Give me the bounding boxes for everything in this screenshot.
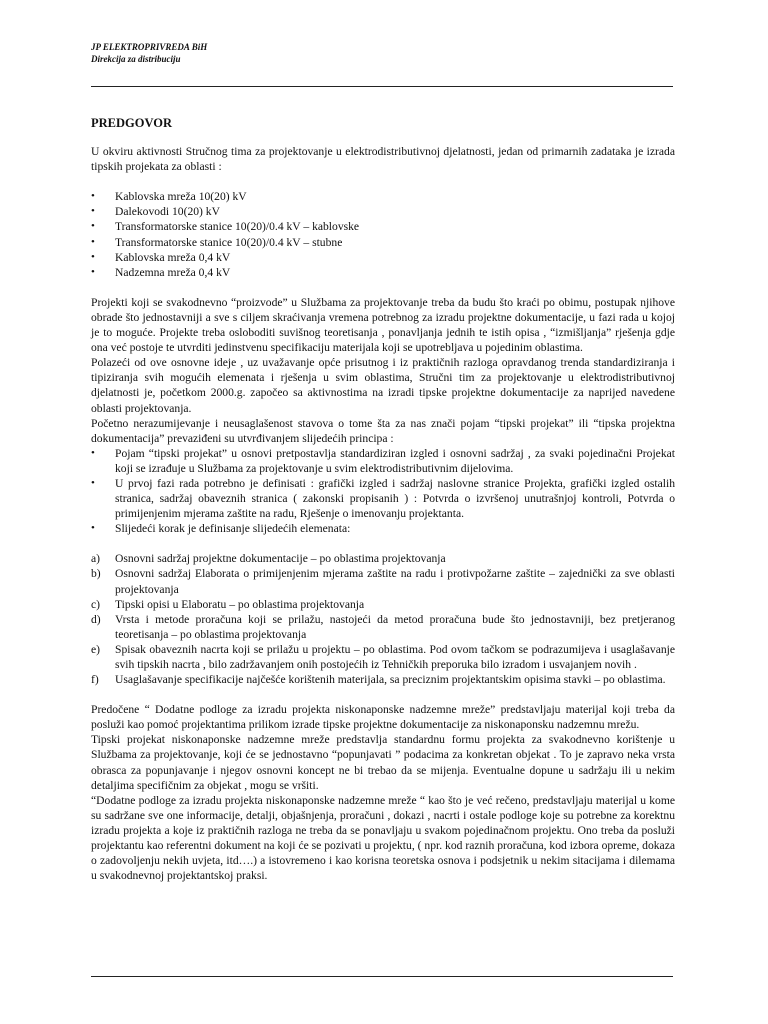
list-item: • Kablovska mreža 10(20) kV — [91, 189, 675, 204]
paragraph: “Dodatne podloge za izradu projekta niskonaponske nadzemne mreže “ kao što je već rečeno, predstavljaju materijal u kome su sadržane sve one informacije, detalji, objašnjenja, proračuni , dokazi , nacrti i ostale podloge koje su potrebne za korektnu izradu projekta a koje iz praktičnih razloga ne treba da se ponavljaju u svakom pojedinačnom projektu. Ono treba da posluži projektantu kao referentni dokument na koji će se pozivati u projektu, ( npr. kod raznih proračuna, kod izbora opreme, dokaza o zadovoljenju nekih uvjeta, itd….) a istovremeno i kao korisna teoretska osnova i podsjetnik u nekim sitacijama i dilemama u svakodnevnoj projektantskoj praksi. — [91, 793, 675, 883]
list-item-text: Tipski opisi u Elaboratu – po oblastima projektovanja — [115, 597, 365, 611]
list-item-text: Vrsta i metode proračuna koji se prilažu, nastojeći da metod proračuna bude što jednostavniji, bez pretjeranog teoretisanja – po oblastima projektovanja — [115, 612, 675, 641]
list-item — [91, 597, 675, 612]
section-title: PREDGOVOR — [91, 116, 172, 130]
letterhead — [91, 41, 207, 65]
header-rule — [91, 86, 673, 87]
spacer — [91, 536, 675, 551]
footer-rule — [91, 976, 673, 977]
list-item — [91, 642, 675, 672]
list-item: • Dalekovodi 10(20) kV — [91, 204, 675, 219]
list-marker: b) — [91, 567, 101, 581]
paragraph: Početno nerazumijevanje i neusaglašenost stavova o tome šta za nas znači pojam “tipski projekat” ili “tipska projektna dokumentacija” prevaziđeni su utvrđivanjem slijedećih principa : — [91, 416, 675, 445]
list-item: • Transformatorske stanice 10(20)/0.4 kV – kablovske — [91, 219, 675, 234]
division-name: Direkcija za distribuciju — [91, 54, 181, 64]
spacer — [91, 687, 675, 702]
document-body — [91, 116, 675, 883]
list-marker: d) — [91, 612, 101, 626]
elements-list — [91, 551, 675, 687]
list-item: • Slijedeći korak je definisanje slijedećih elemenata: — [91, 521, 675, 536]
paragraph: Projekti koji se svakodnevno “proizvode” u Službama za projektovanje treba da budu što kraći po obimu, postupak njihove obrade što jednostavniji a sve s ciljem skraćivanja vremena potrebnog za izradu projektne dokumentacije, u fazi rada u kojoj je to moguće. Projekte treba osloboditi suvišnog teoretisanja , ponavljanja jednih te istih opisa , “izmišljanja” rješenja gdje ona već postoje te utvrditi jedinstvenu specifikaciju materijala koji se upotrebljava u pojedinim oblastima. — [91, 295, 675, 355]
list-item — [91, 551, 675, 566]
list-item — [91, 672, 675, 687]
list-item — [91, 566, 675, 596]
paragraph: Predočene “ Dodatne podloge za izradu projekta niskonaponske nadzemne mreže” predstavljaju materijal koji treba da posluži kao pomoć projektantima prilikom izrade tipske projektne dokumentacije za niskonaponsku nadzemnu mrežu. — [91, 703, 675, 732]
principles-list — [91, 446, 675, 537]
list-item: • Kablovska mreža 0,4 kV — [91, 250, 675, 265]
spacer — [91, 174, 675, 189]
list-item: • U prvoj fazi rada potrebno je definisati : grafički izgled i sadržaj naslovne stranice Projekta, grafički izgled ostalih stranica, sadržaj obaveznih stranica ( zakonski propisanih ) : Potvrda o izvršenoj unutrašnjoj kontroli, Potvrda o primijenjenim mjerama zaštite na radu, Rješenje o imenovanju projektanta. — [91, 476, 675, 521]
paragraph: Tipski projekat niskonaponske nadzemne mreže predstavlja standardnu formu projekta za svakodnevno korištenje u Službama za projektovanje, koji će se jednostavno “popunjavati ” podacima za konkretan objekat . To je zapravo neka vrsta obrasca za popunjavanje i njegov osnovni koncept ne bi trebao da se mijenja. Eventualne dopune u sadržaju ili u nekim detaljima specifičnim za objekat , mogu se vršiti. — [91, 733, 675, 792]
intro-paragraph: U okviru aktivnosti Stručnog tima za projektovanje u elektrodistributivnoj djelatnosti, jedan od primarnih zadataka je izrada tipskih projekata za oblasti : — [91, 145, 675, 174]
list-item-text: Usaglašavanje specifikacije najčešće korištenih materijala, sa preciznim projektantskim opisima stavki – po oblastima. — [115, 673, 666, 687]
company-name: JP ELEKTROPRIVREDA BiH — [91, 42, 208, 52]
list-marker: e) — [91, 642, 101, 656]
list-item — [91, 612, 675, 642]
list-item-text: Osnovni sadržaj Elaborata o primijenjenim mjerama zaštite na radu i protivpožarne zaštite – zajednički za sve oblasti projektovanja — [115, 567, 675, 596]
list-marker: f) — [91, 673, 99, 687]
list-marker: c) — [91, 597, 101, 611]
list-marker: a) — [91, 552, 101, 566]
list-item: • Pojam “tipski projekat” u osnovi pretpostavlja standardiziran izgled i osnovni sadržaj , za svaki pojedinačni Projekat koji se izrađuje u Službama za projektovanje u svim elektrodistributivnim dijelovima. — [91, 446, 675, 476]
paragraph: Polazeći od ove osnovne ideje , uz uvažavanje opće prisutnog i iz praktičnih razloga opravdanog trenda standardiziranja i tipiziranja svih mogućih elemenata i rješenja u svim oblastima, Stručni tim za projektovanje u elektrodistributivnoj djelatnosti je, početkom 2000.g. započeo sa aktivnostima na izradi tipske projektne dokumentacije za naprijed navedene oblasti projektovanja. — [91, 356, 675, 415]
list-item-text: Spisak obaveznih nacrta koji se prilažu u projektu – po oblastima. Pod ovom tačkom se podrazumijeva i usaglašavanje svih tipskih nacrta , bilo zadržavanjem onih postojećih iz Tehničkih preporuka bilo izradom i usvajanjem novih . — [115, 642, 675, 671]
list-item-text: Osnovni sadržaj projektne dokumentacije – po oblastima projektovanja — [115, 552, 446, 566]
list-item: • Nadzemna mreža 0,4 kV — [91, 265, 675, 280]
list-item: • Transformatorske stanice 10(20)/0.4 kV – stubne — [91, 235, 675, 250]
spacer — [91, 280, 675, 295]
areas-list — [91, 189, 675, 280]
